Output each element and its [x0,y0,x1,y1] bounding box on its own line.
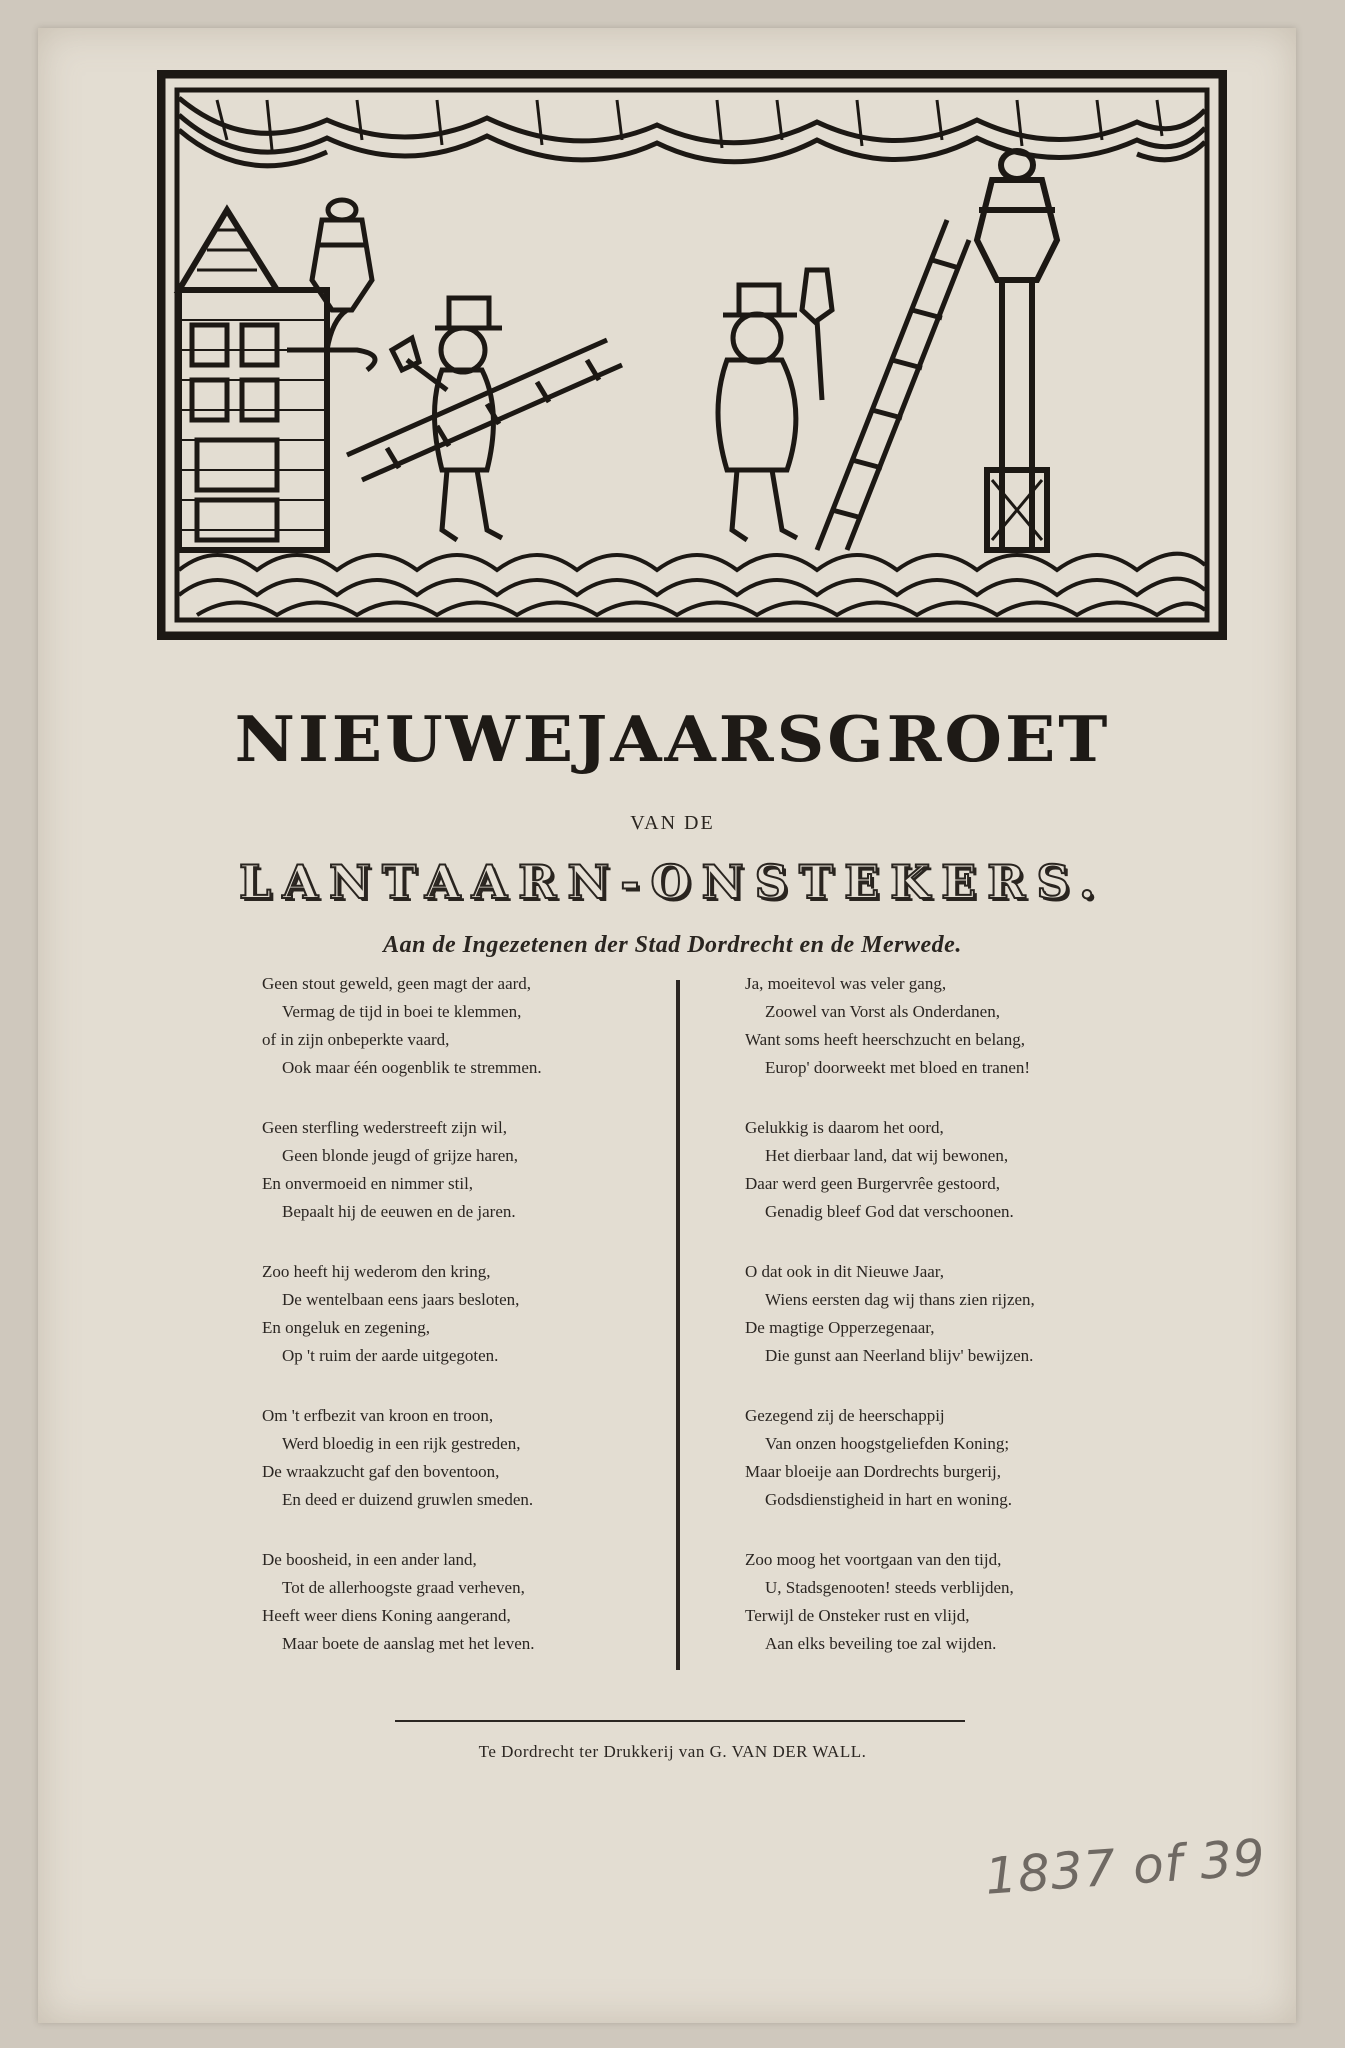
poem-stanza [745,970,1165,1082]
poem-line: Want soms heeft heerschzucht en belang, [745,1030,1025,1049]
poem-line: Het dierbaar land, dat wij bewonen, [765,1146,1009,1165]
poem-line: Godsdienstigheid in hart en woning. [765,1490,1012,1509]
drapery-hatch [217,100,1162,150]
poem-line: Genadig bleef God dat verschoonen. [765,1202,1014,1221]
poem-line: Vermag de tijd in boei te klemmen, [282,1002,522,1021]
poem-stanza [262,1546,662,1658]
poem-line: Tot de allerhoogste graad verheven, [282,1578,525,1597]
poem-line: Europ' doorweekt met bloed en tranen! [765,1058,1031,1077]
poem-line: Gelukkig is daarom het oord, [745,1118,944,1137]
footer-rule [395,1720,965,1722]
drapery [179,98,1205,166]
poster-dedication: Aan de Ingezetenen der Stad Dordrecht en de Merwede. [383,932,962,958]
poem-line: Op 't ruim der aarde uitgegoten. [282,1346,499,1365]
poem-line: Van onzen hoogstgeliefden Koning; [765,1434,1010,1453]
poem-line: Maar bloeije aan Dordrechts burgerij, [745,1462,1002,1481]
lamplighter-walking [347,298,622,540]
house [179,210,327,550]
poem-stanza [262,1258,662,1370]
poster-subtitle-small: VAN DE [630,812,715,834]
ground-foliage [179,554,1205,615]
poem-stanza [745,1258,1165,1370]
poem-line: De wraakzucht gaf den boventoon, [262,1462,500,1481]
poem-line: De wentelbaan eens jaars besloten, [282,1290,520,1309]
poem-line: Wiens eersten dag wij thans zien rijzen, [765,1290,1035,1309]
poem-line: Aan elks beveiling toe zal wijden. [765,1634,997,1653]
poem-line: Werd bloedig in een rijk gestreden, [282,1434,521,1453]
poem-line: Daar werd geen Burgervrêe gestoord, [745,1174,1001,1193]
poem-stanza [745,1114,1165,1226]
poem-line: Terwijl de Onsteker rust en vlijd, [745,1606,970,1625]
poem-line: En deed er duizend gruwlen smeden. [282,1490,534,1509]
poem-stanza [262,970,662,1082]
poem-line: Om 't erfbezit van kroon en troon, [262,1406,494,1425]
poem-stanza [745,1546,1165,1658]
poem-line: of in zijn onbeperkte vaard, [262,1030,450,1049]
poem-stanza [745,1402,1165,1514]
poem-line: Zoo heeft hij wederom den kring, [262,1262,491,1281]
poem-line: Bepaalt hij de eeuwen en de jaren. [282,1202,516,1221]
poem-line: Zoo moog het voortgaan van den tijd, [745,1550,1002,1569]
poem-column-right [745,970,1165,1690]
poem-line: En onvermoeid en nimmer stil, [262,1174,474,1193]
frame-inner [177,90,1207,620]
poem-line: Maar boete de aanslag met het leven. [282,1634,535,1653]
poem-line: Geen stout geweld, geen magt der aard, [262,974,532,993]
poem-line: Gezegend zij de heerschappij [745,1406,945,1425]
pencil-annotation: 1837 of 39 [983,1828,1268,1906]
poem-line: Heeft weer diens Koning aangerand, [262,1606,511,1625]
poem-line: Geen sterfling wederstreeft zijn wil, [262,1118,507,1137]
poem-line: O dat ook in dit Nieuwe Jaar, [745,1262,945,1281]
poster-title-secondary: LANTAARN-ONSTEKERS. [238,855,1107,909]
poster-title: NIEUWEJAARSGROET [234,701,1111,777]
column-divider [676,980,680,1670]
poem-line: Geen blonde jeugd of grijze haren, [282,1146,519,1165]
woodcut-illustration [157,70,1227,640]
bracket-lantern [287,200,375,370]
poem-line: En ongeluk en zegening, [262,1318,431,1337]
printer-imprint: Te Dordrecht ter Drukkerij van G. VAN DER WALL. [478,1742,867,1761]
poem-column-left [262,970,662,1690]
lamp-post [977,151,1057,550]
lamplighter-lighting [718,220,969,550]
poem-line: Zoowel van Vorst als Onderdanen, [765,1002,1000,1021]
poem-line: Ook maar één oogenblik te stremmen. [282,1058,542,1077]
poem-line: De magtige Opperzegenaar, [745,1318,935,1337]
poem-line: Die gunst aan Neerland blijv' bewijzen. [765,1346,1034,1365]
poem-line: Ja, moeitevol was veler gang, [745,974,947,993]
poem-line: U, Stadsgenooten! steeds verblijden, [765,1578,1014,1597]
poem-stanza [262,1402,662,1514]
poem-stanza [262,1114,662,1226]
poem-line: De boosheid, in een ander land, [262,1550,477,1569]
